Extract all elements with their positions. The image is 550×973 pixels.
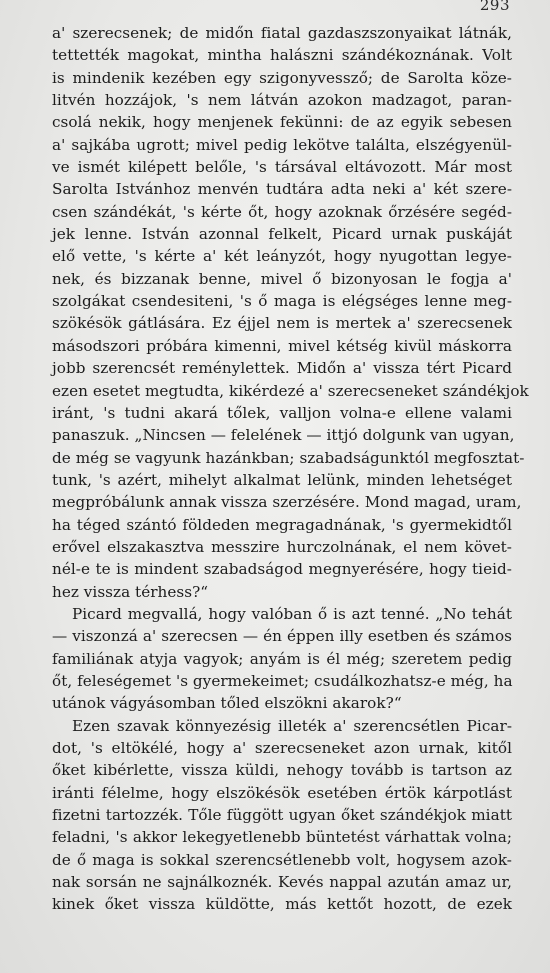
text-line: ezen esetet megtudta, kikérdezé a' szerecseneket szándékjok — [52, 381, 529, 400]
text-line: Sarolta Istvánhoz menvén tudtára adta neki a' két szere- — [52, 180, 512, 199]
text-line: ve ismét kilépett belőle, 's társával eltávozott. Már most — [52, 158, 512, 177]
text-line: familiának atyja vagyok; anyám is él még; szeretem pedig — [52, 649, 512, 668]
text-line: őt, feleségemet 's gyermekeimet; csudálkozhatsz-e még, ha — [52, 671, 513, 690]
text-line: csolá nekik, hogy menjenek fekünni: de az egyik sebesen — [52, 113, 512, 132]
text-line: jobb szerencsét reménylettek. Midőn a' vissza tért Picard — [52, 359, 512, 378]
text-line: szolgákat csendesiteni, 's ő maga is elégséges lenne meg- — [52, 292, 512, 311]
text-line: utánok vágyásomban tőled elszökni akarok?“ — [52, 694, 402, 713]
text-line: panaszuk. „Nincsen — felelének — ittjó dolgunk van ugyan, — [52, 426, 515, 445]
text-line: csen szándékát, 's kérte őt, hogy azoknak őrzésére segéd- — [52, 202, 512, 221]
text-line: iránt, 's tudni akará tőlek, valljon volna-e ellene valami — [52, 403, 512, 422]
text-line: a' szerecsenek; de midőn fiatal gazdaszszonyaikat látnák, — [52, 24, 512, 42]
text-line: is mindenik kezében egy szigonyvessző; de Sarolta köze- — [52, 68, 512, 87]
text-line: kinek őket vissza küldötte, más kettőt hozott, de ezek — [52, 895, 512, 914]
text-line: ha téged szántó földeden megragadnának, 's gyermekidtől — [52, 515, 512, 534]
paragraph — [52, 22, 529, 603]
text-line: erővel elszakasztva messzire hurczolnának, el nem követ- — [52, 537, 512, 556]
text-line: litvén hozzájok, 's nem látván azokon madzagot, paran- — [52, 91, 512, 110]
text-line: a' sajkába ugrott; mivel pedig lekötve találta, elszégyenül- — [52, 135, 512, 154]
text-line: elő vette, 's kérte a' két leányzót, hogy nyugottan legye- — [52, 247, 512, 266]
paragraph — [52, 715, 512, 916]
text-line: nak sorsán ne sajnálkoznék. Kevés nappal azután amaz ur, — [52, 873, 512, 892]
page-number: 293 — [479, 0, 510, 14]
text-line: Picard megvallá, hogy valóban ő is azt tenné. „No tehát — [72, 604, 512, 623]
text-line: tettették magokat, mintha halászni szándékoznának. Volt — [52, 46, 512, 65]
text-line: megpróbálunk annak vissza szerzésére. Mond magad, uram, — [52, 493, 522, 512]
text-line: — viszonzá a' szerecsen — én éppen illy esetben és számos — [52, 627, 512, 646]
text-line: szökésök gátlására. Ez éjjel nem is mertek a' szerecsenek — [52, 314, 512, 333]
text-line: iránti félelme, hogy elszökésök esetében értök kárpotlást — [52, 783, 512, 802]
text-line: dot, 's eltökélé, hogy a' szerecseneket azon urnak, kitől — [52, 739, 512, 757]
text-line: nél-e te is mindent szabadságod megnyerésére, hogy tieid- — [52, 560, 512, 579]
text-line: de ő maga is sokkal szerencsétlenebb volt, hogysem azok- — [52, 850, 512, 869]
text-line: jek lenne. István azonnal felkelt, Picard urnak puskáját — [52, 225, 512, 244]
text-line: de még se vagyunk hazánkban; szabadságunktól megfosztat- — [52, 448, 525, 467]
text-line: másodszori próbára kimenni, mivel kétség kivül máskorra — [52, 336, 512, 355]
text-line: őket kibérlette, vissza küldi, nehogy tovább is tartson az — [52, 761, 512, 780]
text-line: Ezen szavak könnyezésig illeték a' szerencsétlen Picar- — [72, 716, 512, 735]
text-line: fizetni tartozzék. Tőle függött ugyan őket szándékjok miatt — [52, 806, 512, 825]
text-line: tunk, 's azért, mihelyt alkalmat lelünk, minden lehetséget — [52, 470, 512, 489]
paragraph — [52, 603, 512, 715]
text-line: nek, és bizzanak benne, mivel ő bizonyosan le fogja a' — [52, 269, 512, 288]
body-text — [52, 22, 529, 916]
text-line: feladni, 's akkor lekegyetlenebb büntetést várhattak volna; — [52, 828, 512, 847]
text-line: hez vissza térhess?“ — [52, 582, 209, 601]
